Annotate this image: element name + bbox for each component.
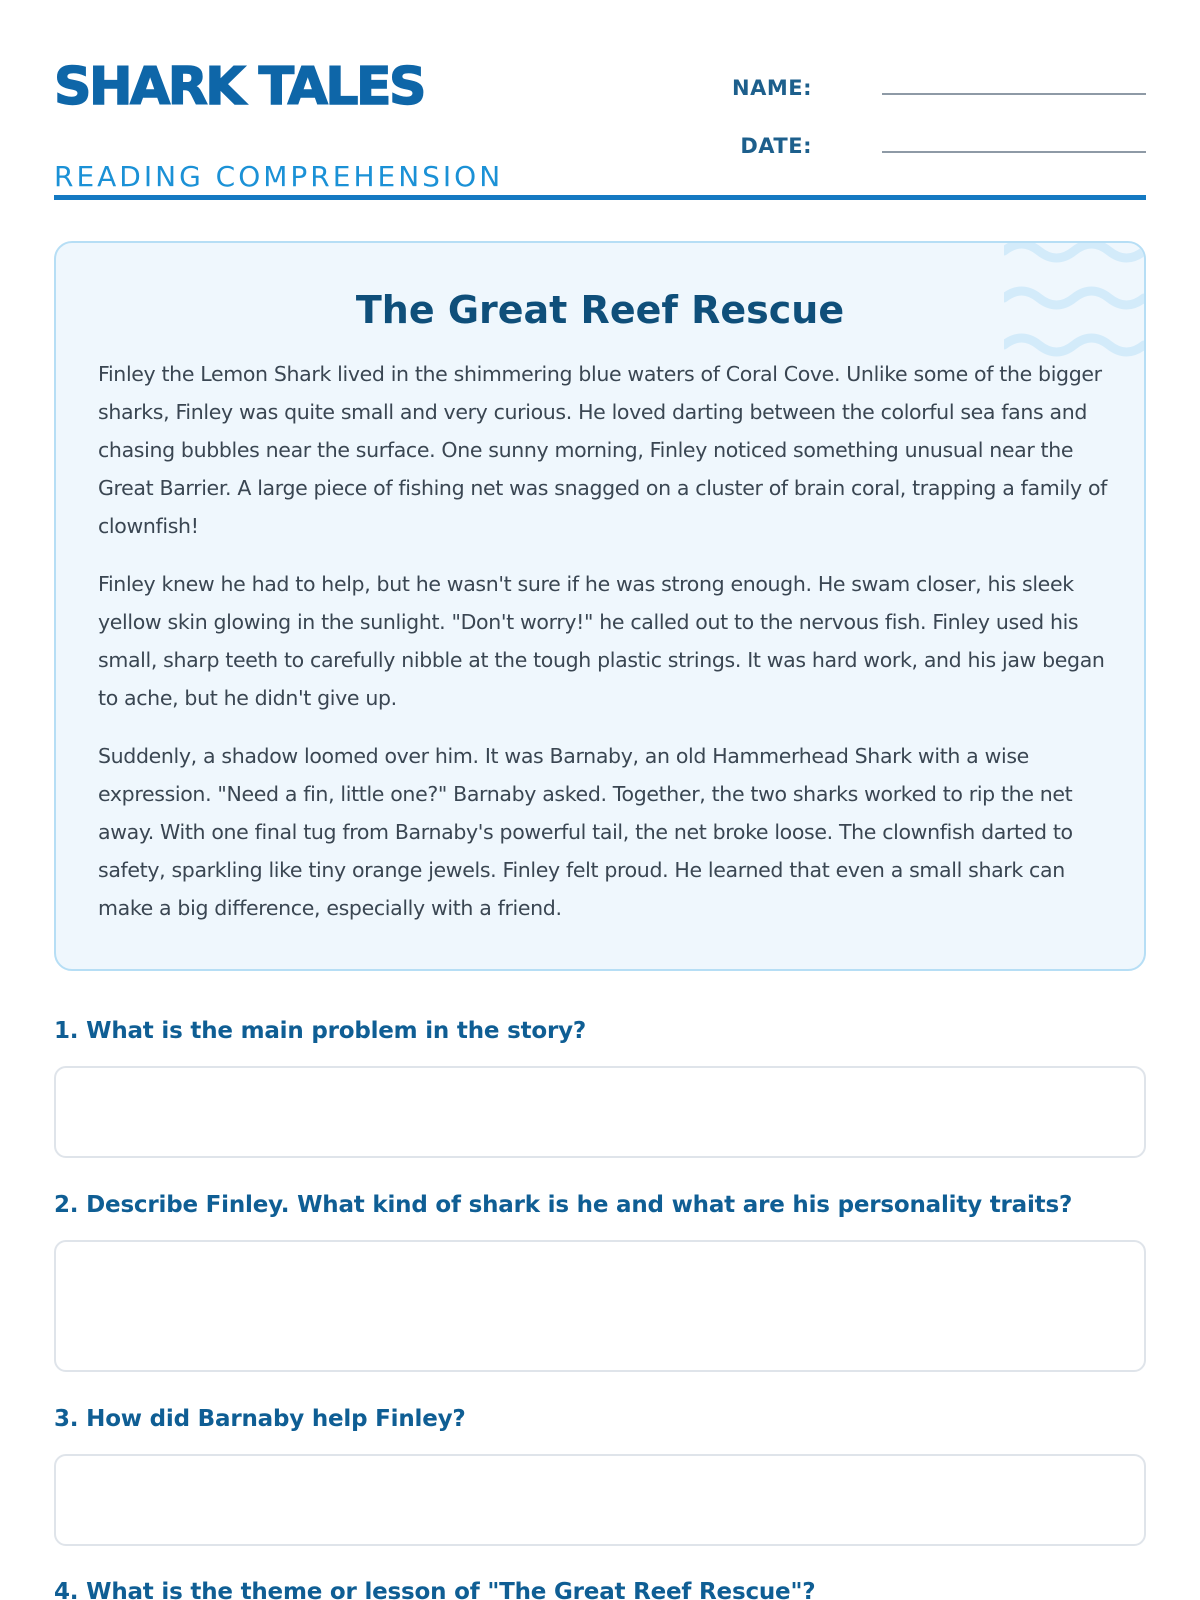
- story-title: The Great Reef Rescue: [355, 288, 845, 332]
- story-body: [98, 355, 1114, 947]
- answer-box-1[interactable]: [54, 1066, 1146, 1158]
- answer-box-3[interactable]: [54, 1454, 1146, 1546]
- story-paragraph: Suddenly, a shadow loomed over him. It was Barnaby, an old Hammerhead Shark with a wise expression. "Need a fin, little one?" Barnaby asked. Together, the two sharks worked to rip the net away. With one final tug from Barnaby's powerful tail, the net broke loose. The clownfish darted to safety, sparkling like tiny orange jewels. Finley felt proud. He learned that even a small shark can make a big difference, especially with a friend.: [98, 744, 1073, 920]
- name-field[interactable]: [882, 93, 1146, 95]
- question-3-label: 3. How did Barnaby help Finley?: [54, 1406, 466, 1432]
- date-field[interactable]: [882, 151, 1146, 153]
- question-2: [54, 1188, 1146, 1222]
- worksheet-header: [54, 55, 1146, 205]
- worksheet-title: SHARK TALES: [54, 57, 424, 117]
- story-paragraph: Finley knew he had to help, but he wasn't sure if he was strong enough. He swam closer, his sleek yellow skin glowing in the sunlight. "Don't worry!" he called out to the nervous fish. Finley used his small, sharp teeth to carefully nibble at the tough plastic strings. It was hard work, and his jaw began to ache, but he didn't give up.: [98, 572, 1105, 710]
- question-4: [54, 1575, 1146, 1600]
- date-label: DATE:: [740, 134, 812, 158]
- worksheet-subtitle: READING COMPREHENSION: [54, 160, 504, 193]
- name-label: NAME:: [732, 76, 812, 100]
- question-1-label: 1. What is the main problem in the story?: [54, 1018, 587, 1044]
- question-3: [54, 1402, 1146, 1436]
- header-divider: [54, 195, 1146, 200]
- question-4-label: 4. What is the theme or lesson of "The Great Reef Rescue"?: [54, 1579, 816, 1600]
- question-2-label: 2. Describe Finley. What kind of shark is he and what are his personality traits?: [54, 1192, 1073, 1218]
- name-field-row: [734, 71, 1146, 105]
- date-field-row: [734, 129, 1146, 163]
- question-1: [54, 1014, 1146, 1048]
- story-box: [54, 241, 1146, 971]
- story-paragraph: Finley the Lemon Shark lived in the shimmering blue waters of Coral Cove. Unlike some of the bigger sharks, Finley was quite small and very curious. He loved darting between the colorful sea fans and chasing bubbles near the surface. One sunny morning, Finley noticed something unusual near the Great Barrier. A large piece of fishing net was snagged on a cluster of brain coral, trapping a family of clownfish!: [98, 362, 1108, 538]
- answer-box-2[interactable]: [54, 1240, 1146, 1372]
